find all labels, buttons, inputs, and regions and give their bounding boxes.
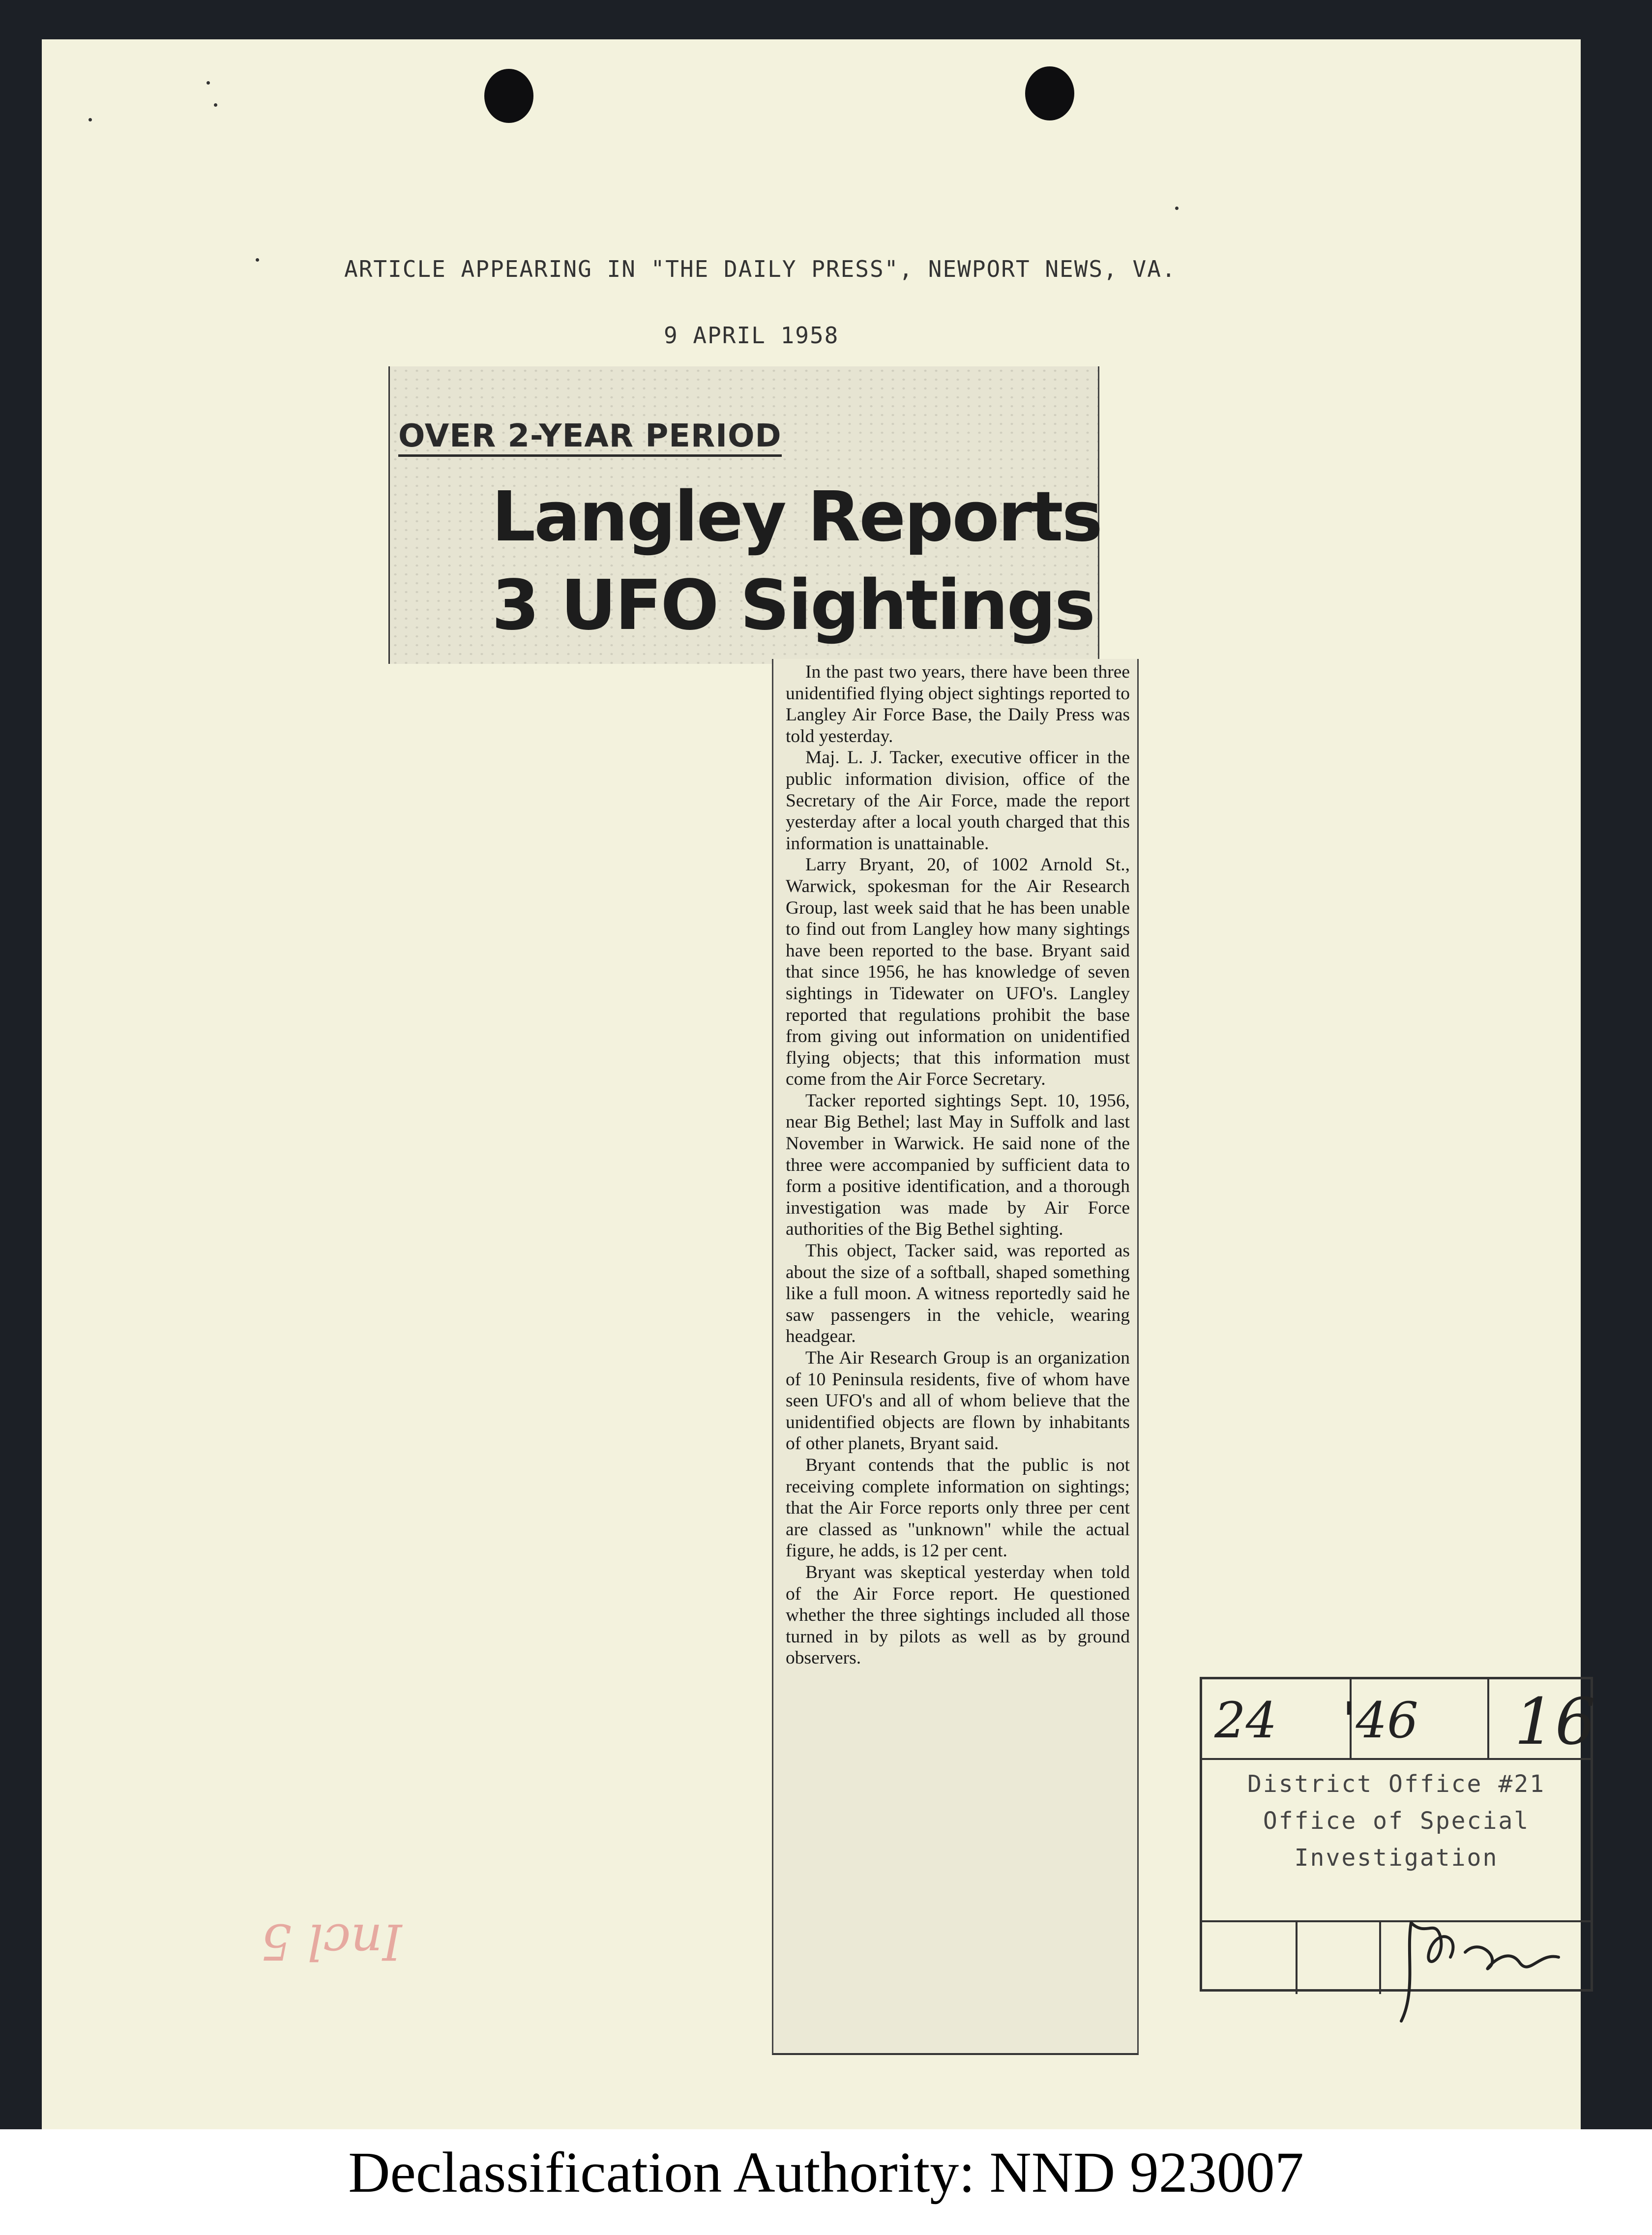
handwritten-signature <box>1391 1908 1568 2026</box>
headline-line-2: 3 UFO Sightings <box>492 566 1094 646</box>
dust-speck <box>1175 207 1179 210</box>
dust-speck <box>214 103 217 107</box>
punch-hole-right <box>1025 66 1074 120</box>
dust-speck <box>206 81 210 85</box>
dust-speck <box>88 118 92 121</box>
stamp-divider <box>1296 1920 1298 1994</box>
stamp-office-line: District Office #21 <box>1247 1770 1546 1798</box>
article-paragraph: In the past two years, there have been three unidentified flying object sightings reported to Langley Air Force Base, the Daily Press was told yesterday. <box>786 662 1130 746</box>
clipping-kicker: OVER 2-YEAR PERIOD <box>398 418 782 457</box>
punch-hole-left <box>484 69 533 123</box>
article-paragraph: Bryant contends that the public is not receiving complete information on sightings; that the Air Force reports only three per cent are classed as "unknown" while the actual figure, he adds, is 12 per cent. <box>786 1455 1130 1561</box>
stamp-handwritten-3: 16 <box>1514 1684 1596 1759</box>
stamp-handwritten-1: 24 <box>1214 1692 1277 1749</box>
header-date: 9 APRIL 1958 <box>664 322 839 349</box>
stamp-divider <box>1379 1920 1381 1994</box>
article-paragraph: Larry Bryant, 20, of 1002 Arnold St., Warwick, spokesman for the Air Research Group, last week said that he has been unable to find out from Langley how many sightings have been reported to the base. Bryant said that since 1956, he has knowledge of seven sightings in Tidewater on UFO's. Langley reported that regulations prohibit the base from giving out information on unidentified flying objects; that this information must come from the Air Force Secretary. <box>786 855 1130 1090</box>
header-title: ARTICLE APPEARING IN "THE DAILY PRESS", NEWPORT NEWS, VA. <box>344 256 1177 282</box>
stamp-office-line: Investigation <box>1294 1844 1499 1872</box>
article-paragraph: Tacker reported sightings Sept. 10, 1956, near Big Bethel; last May in Suffolk and last November in Warwick. He said none of the three were accompanied by sufficient data to form a positive identification, and a thorough investigation was made by Air Force authorities of the Big Bethel sighting. <box>786 1090 1130 1240</box>
article-paragraph: Maj. L. J. Tacker, executive officer in the public information division, office of the Secretary of the Air Force, made the report yesterday after a local youth charged that this information is unattainable. <box>786 747 1130 854</box>
article-paragraph: The Air Research Group is an organization of 10 Peninsula residents, five of whom have seen UFO's and all of whom believe that the unidentified objects are flown by inhabitants of other planets, Bryant said. <box>786 1348 1130 1454</box>
margin-handwritten-note: Incl 5 <box>261 1913 402 1970</box>
headline-line-1: Langley Reports <box>492 477 1101 557</box>
declassification-footer: Declassification Authority: NND 923007 <box>348 2140 1304 2205</box>
dust-speck <box>256 258 259 262</box>
stamp-handwritten-2: '46 <box>1342 1692 1418 1749</box>
stamp-divider <box>1487 1679 1489 1758</box>
article-paragraph: Bryant was skeptical yesterday when told of the Air Force report. He questioned whether the three sightings included all those turned in by pilots as well as by ground observers. <box>786 1562 1130 1669</box>
article-paragraph: This object, Tacker said, was reported as about the size of a softball, shaped something like a full moon. A witness reportedly said he saw passengers in the vehicle, wearing headgear. <box>786 1241 1130 1347</box>
article-body <box>786 661 1130 2048</box>
stamp-office-line: Office of Special <box>1263 1807 1530 1835</box>
